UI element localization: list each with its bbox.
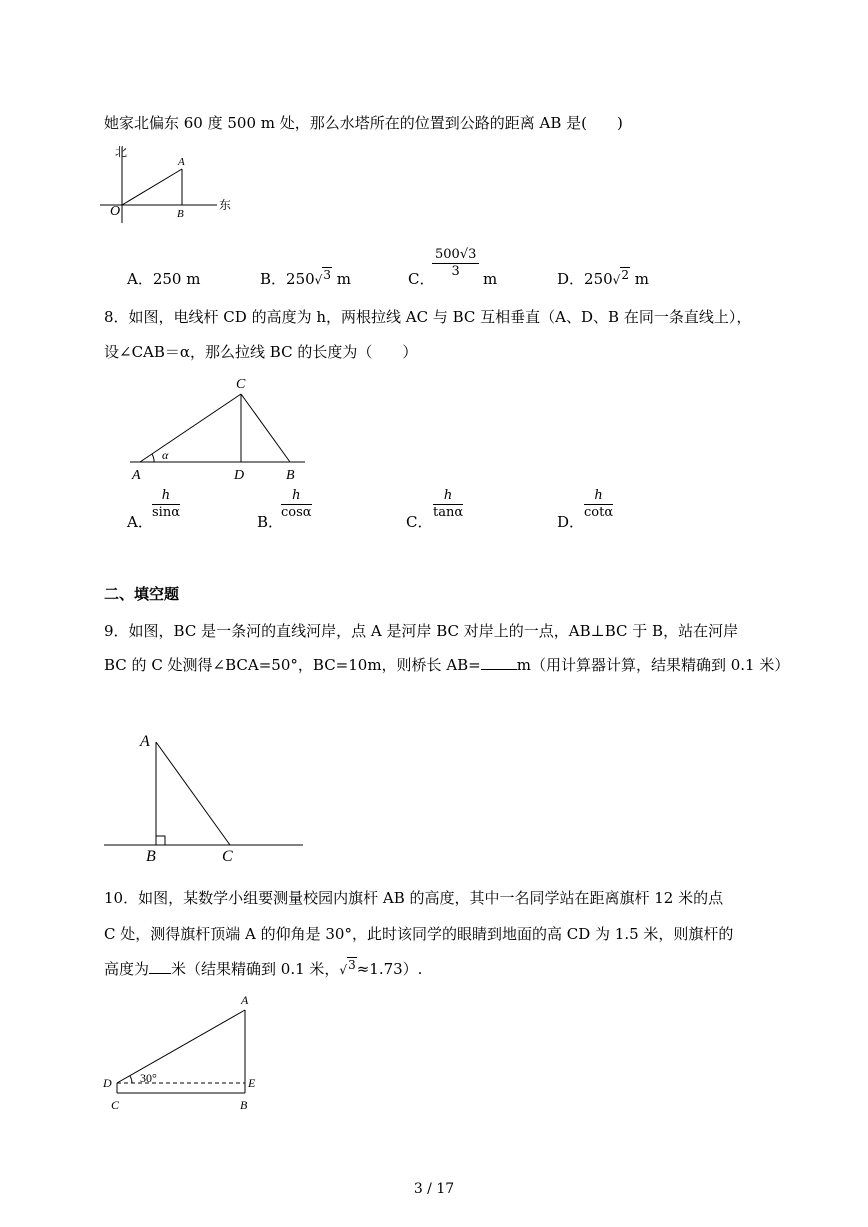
q7-text: 她家北偏东 60 度 500 m 处，那么水塔所在的位置到公路的距离 AB 是( ) bbox=[104, 114, 623, 132]
q7-label-a: A bbox=[178, 156, 185, 168]
q8-option-a-label: A． bbox=[127, 513, 153, 531]
q7-label-east: 东 bbox=[219, 198, 232, 212]
q10-line1: 10．如图，某数学小组要测量校园内旗杆 AB 的高度，其中一名同学站在距离旗杆 12 米的点 bbox=[104, 889, 724, 907]
q8-label-a: A bbox=[132, 468, 141, 483]
q10-label-b: B bbox=[240, 1098, 248, 1112]
section-heading: 二、填空题 bbox=[104, 585, 180, 603]
q8-label-b: B bbox=[286, 468, 295, 483]
q9-label-b: B bbox=[146, 848, 156, 865]
q7-option-d: D．250√$^2$ m bbox=[557, 268, 649, 288]
q9-line1: 9．如图，BC 是一条河的直线河岸，点 A 是河岸 BC 对岸上的一点，AB⊥BC 于 B，站在河岸 bbox=[104, 622, 739, 640]
q10-label-angle: 30° bbox=[140, 1071, 157, 1085]
q8-figure bbox=[128, 373, 308, 483]
q8-line1: 8．如图，电线杆 CD 的高度为 h，两根拉线 AC 与 BC 互相垂直（A、D、B 在同一条直线上）， bbox=[104, 308, 752, 326]
q9-answer-blank[interactable] bbox=[481, 655, 517, 670]
q8-label-alpha: α bbox=[162, 448, 169, 462]
q7-option-c-fraction: $\frac{500√3}{3}$ bbox=[432, 247, 479, 280]
q10-label-e: E bbox=[248, 1076, 256, 1090]
q10-label-d: D bbox=[103, 1076, 112, 1090]
q10-line2: C 处，测得旗杆顶端 A 的仰角是 30°，此时该同学的眼睛到地面的高 CD 为 1.5 米，则旗杆的 bbox=[104, 925, 734, 943]
q7-option-c-label: C． bbox=[408, 270, 435, 288]
q8-option-c-fraction: $\frac{h}{\tan\alpha}$ bbox=[433, 488, 464, 520]
q7-label-b: B bbox=[177, 208, 184, 220]
q8-option-d-label: D． bbox=[557, 513, 585, 531]
q9-label-a: A bbox=[140, 733, 150, 750]
q10-label-a: A bbox=[241, 993, 249, 1007]
q10-answer-blank[interactable] bbox=[149, 959, 171, 974]
q7-figure bbox=[100, 145, 240, 225]
q10-figure bbox=[100, 990, 270, 1125]
q8-line2: 设∠CAB＝α，那么拉线 BC 的长度为（ ） bbox=[104, 343, 418, 361]
q10-line3: 高度为 米（结果精确到 0.1 米，√$^3$≈1.73）. bbox=[104, 958, 423, 978]
q9-figure bbox=[100, 728, 310, 868]
q8-option-a-fraction: $\frac{h}{\sin\alpha}$ bbox=[152, 488, 180, 520]
q8-label-d: D bbox=[234, 468, 245, 483]
q9-label-c: C bbox=[222, 848, 233, 865]
q7-option-a: A．250 m bbox=[127, 270, 201, 288]
page-number: 3 / 17 bbox=[413, 1181, 455, 1197]
q7-option-c-unit: m bbox=[483, 270, 498, 288]
q7-option-b: B．250√$^3$ m bbox=[260, 268, 351, 288]
q10-label-c: C bbox=[111, 1098, 120, 1112]
q7-label-o: O bbox=[110, 204, 121, 219]
q7-label-north: 北 bbox=[115, 145, 128, 159]
q8-option-b-label: B． bbox=[257, 513, 284, 531]
q8-option-d-fraction: $\frac{h}{\cot\alpha}$ bbox=[584, 488, 614, 520]
q9-line2: BC 的 C 处测得∠BCA=50°，BC=10m，则桥长 AB= m（用计算器计算，结果精确到 0.1 米） bbox=[104, 656, 790, 674]
q8-option-c-label: C． bbox=[406, 513, 433, 531]
q8-label-c: C bbox=[236, 377, 246, 392]
q8-option-b-fraction: $\frac{h}{\cos\alpha}$ bbox=[281, 488, 312, 520]
